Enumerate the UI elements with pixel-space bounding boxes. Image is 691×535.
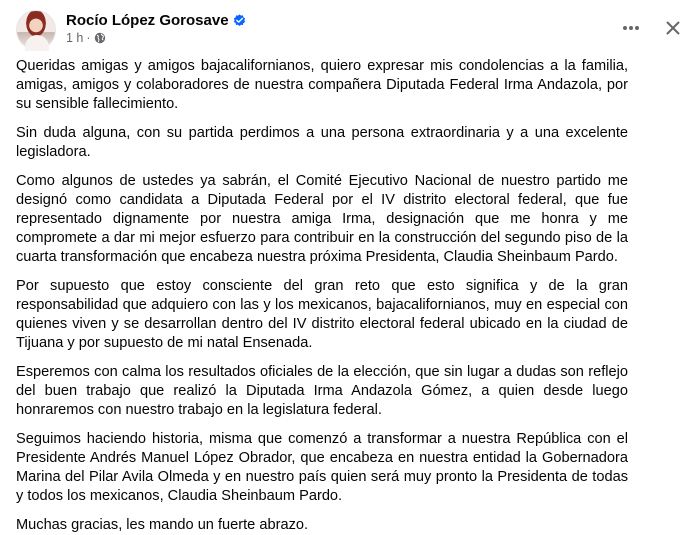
post-paragraph: Por supuesto que estoy consciente del gran reto que esto significa y de la gran responsabilidad que adquiero con las y los mexicanos, bajacalifornianos, muy en especial con quienes viven y se desarrollan dentro del IV distrito electoral federal ubicado en la ciudad de Tijuana y por supuesto de mi natal Ensenada. [16, 278, 628, 351]
post-header [16, 8, 661, 48]
more-options-icon [621, 18, 641, 43]
public-globe-icon[interactable] [94, 32, 106, 44]
close-icon [663, 18, 683, 43]
meta-separator: · [86, 31, 91, 45]
more-options-button[interactable] [613, 12, 649, 48]
post-timestamp[interactable]: 1 h [66, 31, 84, 45]
post-paragraph: Sin duda alguna, con su partida perdimos a una persona extraordinaria y a una excelente legisladora. [16, 125, 628, 161]
verified-badge-icon [233, 14, 246, 27]
author-name[interactable]: Rocío López Gorosave [66, 11, 229, 29]
post-body [16, 57, 628, 535]
close-button[interactable] [655, 12, 691, 48]
post-meta [66, 31, 106, 45]
post-paragraph: Muchas gracias, les mando un fuerte abrazo. [16, 517, 309, 534]
post-paragraph: Esperemos con calma los resultados oficiales de la elección, que sin lugar a dudas son reflejo del buen trabajo que realizó la Diputada Irma Andazola Gómez, a quien desde luego honraremos con nuestro trabajo en la legislatura federal. [16, 364, 628, 419]
avatar-shirt [25, 35, 49, 51]
post-paragraph: Como algunos de ustedes ya sabrán, el Comité Ejecutivo Nacional de nuestro partido me designó como candidata a Diputada Federal por el IV distrito electoral federal, que fue representado dignamente por nuestra amiga Irma, designación que me honra y me compromete a dar mi mejor esfuerzo para contribuir en la construcción del segundo piso de la cuarta transformación que encabeza nuestra próxima Presidenta, Claudia Sheinbaum Pardo. [16, 173, 628, 265]
post-paragraph: Seguimos haciendo historia, misma que comenzó a transformar a nuestra República con el Presidente Andrés Manuel López Obrador, que encabeza en nuestra entidad la Gobernadora Marina del Pilar Avila Olmeda y en nuestro país quien será muy pronto la Presidenta de todas y todos los mexicanos, Claudia Sheinbaum Pardo. [16, 431, 628, 505]
author-name-row [66, 11, 246, 29]
post-paragraph: Queridas amigas y amigos bajacalifornianos, quiero expresar mis condolencias a la familia, amigas, amigos y colaboradores de nuestra compañera Diputada Federal Irma Andazola, por su sensible fallecimiento. [16, 58, 628, 112]
author-avatar[interactable] [16, 10, 56, 50]
